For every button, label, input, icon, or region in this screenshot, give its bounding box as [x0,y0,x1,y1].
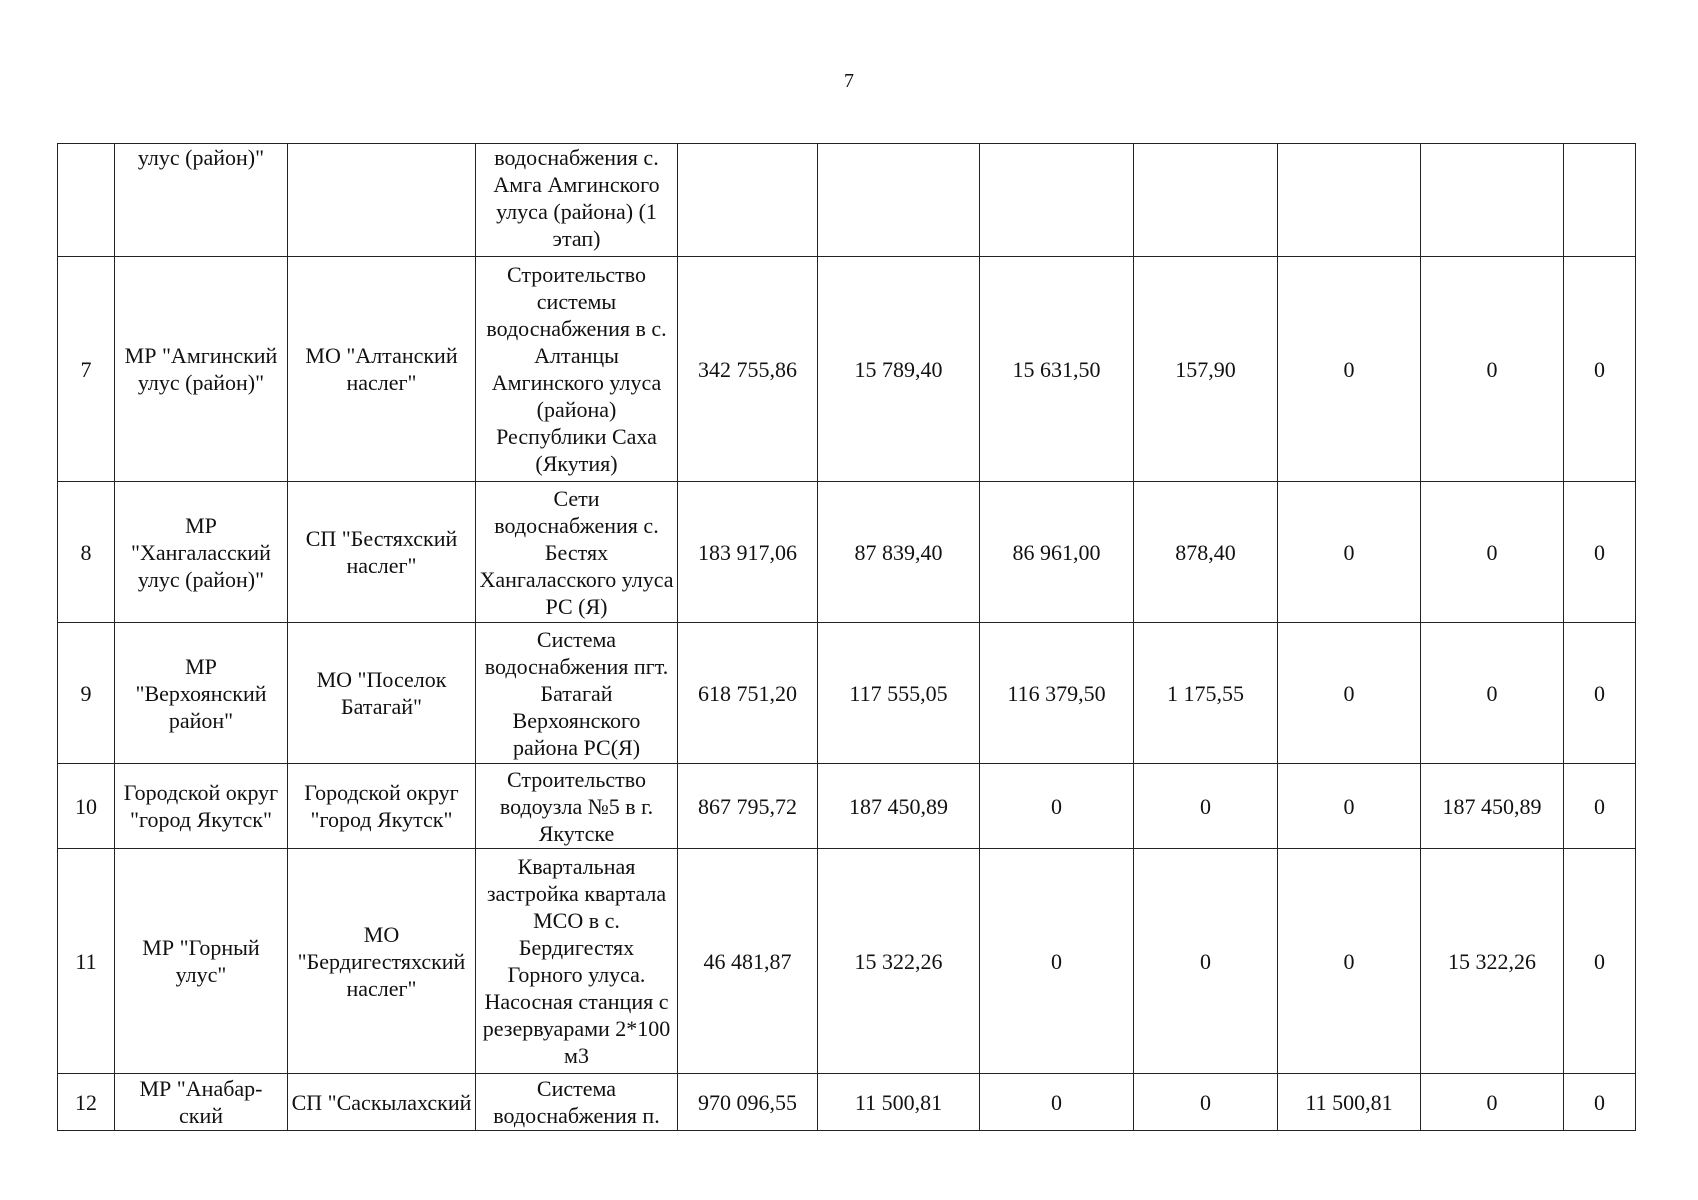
cell-settlement: МО "Бердигестяхский наслег" [288,849,476,1074]
cell-district: МР "Хангаласский улус (район)" [115,482,288,623]
cell-total [678,144,818,257]
cell-col6: 187 450,89 [1421,764,1564,849]
cell-no: 12 [58,1074,115,1131]
cell-total: 970 096,55 [678,1074,818,1131]
cell-settlement: Городской округ "город Якутск" [288,764,476,849]
cell-district: улус (район)" [115,144,288,257]
cell-district: МР "Амгинский улус (район)" [115,257,288,482]
page-number: 7 [844,70,854,92]
cell-no: 7 [58,257,115,482]
cell-project: Система водоснабжения п. [476,1074,678,1131]
table-row [58,764,1636,849]
table-row [58,849,1636,1074]
financing-table [57,143,1636,1131]
cell-settlement: СП "Саскылахский [288,1074,476,1131]
cell-col3: 86 961,00 [980,482,1134,623]
cell-col4: 878,40 [1134,482,1278,623]
cell-col3: 0 [980,849,1134,1074]
cell-col4: 0 [1134,1074,1278,1131]
cell-col5: 0 [1278,623,1421,764]
cell-col6: 0 [1421,1074,1564,1131]
cell-col7 [1564,144,1636,257]
cell-col6: 15 322,26 [1421,849,1564,1074]
cell-no: 10 [58,764,115,849]
table-row [58,257,1636,482]
cell-project: Строительство системы водоснабжения в с. Алтанцы Амгинского улуса (района) Республики Саха (Якутия) [476,257,678,482]
cell-col3: 15 631,50 [980,257,1134,482]
cell-district: МР "Анабар- ский [115,1074,288,1131]
cell-col2: 15 789,40 [818,257,980,482]
cell-col6: 0 [1421,623,1564,764]
cell-district: МР "Горный улус" [115,849,288,1074]
cell-col4 [1134,144,1278,257]
cell-col2: 11 500,81 [818,1074,980,1131]
cell-no: 8 [58,482,115,623]
cell-col5: 0 [1278,849,1421,1074]
cell-total: 342 755,86 [678,257,818,482]
cell-col7: 0 [1564,257,1636,482]
cell-col6 [1421,144,1564,257]
cell-total: 867 795,72 [678,764,818,849]
table-row [58,144,1636,257]
cell-col5: 0 [1278,482,1421,623]
cell-col7: 0 [1564,623,1636,764]
cell-col5: 0 [1278,764,1421,849]
cell-total: 46 481,87 [678,849,818,1074]
cell-col2: 87 839,40 [818,482,980,623]
cell-col3 [980,144,1134,257]
cell-col4: 1 175,55 [1134,623,1278,764]
cell-settlement: МО "Поселок Батагай" [288,623,476,764]
cell-district: МР "Верхоянский район" [115,623,288,764]
cell-col7: 0 [1564,482,1636,623]
cell-col2: 187 450,89 [818,764,980,849]
cell-project: Строительство водоузла №5 в г. Якутске [476,764,678,849]
cell-col5: 11 500,81 [1278,1074,1421,1131]
cell-district: Городской округ "город Якутск" [115,764,288,849]
cell-total: 183 917,06 [678,482,818,623]
table-row [58,482,1636,623]
table-row [58,623,1636,764]
cell-col2: 15 322,26 [818,849,980,1074]
cell-col6: 0 [1421,257,1564,482]
cell-col4: 0 [1134,764,1278,849]
cell-project: Квартальная застройка квартала МСО в с. Бердигестях Горного улуса. Насосная станция с резервуарами 2*100 м3 [476,849,678,1074]
cell-project: Система водоснабжения пгт. Батагай Верхоянского района РС(Я) [476,623,678,764]
cell-col4: 0 [1134,849,1278,1074]
cell-col3: 116 379,50 [980,623,1134,764]
table-row [58,1074,1636,1131]
cell-col4: 157,90 [1134,257,1278,482]
cell-no: 11 [58,849,115,1074]
cell-col7: 0 [1564,764,1636,849]
cell-col6: 0 [1421,482,1564,623]
cell-col5 [1278,144,1421,257]
cell-settlement [288,144,476,257]
cell-settlement: СП "Бестяхский наслег" [288,482,476,623]
cell-settlement: МО "Алтанский наслег" [288,257,476,482]
cell-col5: 0 [1278,257,1421,482]
cell-total: 618 751,20 [678,623,818,764]
cell-col7: 0 [1564,849,1636,1074]
cell-col3: 0 [980,764,1134,849]
cell-col3: 0 [980,1074,1134,1131]
cell-no: 9 [58,623,115,764]
cell-col7: 0 [1564,1074,1636,1131]
cell-no [58,144,115,257]
cell-col2: 117 555,05 [818,623,980,764]
cell-project: Сети водоснабжения с. Бестях Хангаласского улуса РС (Я) [476,482,678,623]
cell-col2 [818,144,980,257]
cell-project: водоснабжения с. Амга Амгинского улуса (района) (1 этап) [476,144,678,257]
